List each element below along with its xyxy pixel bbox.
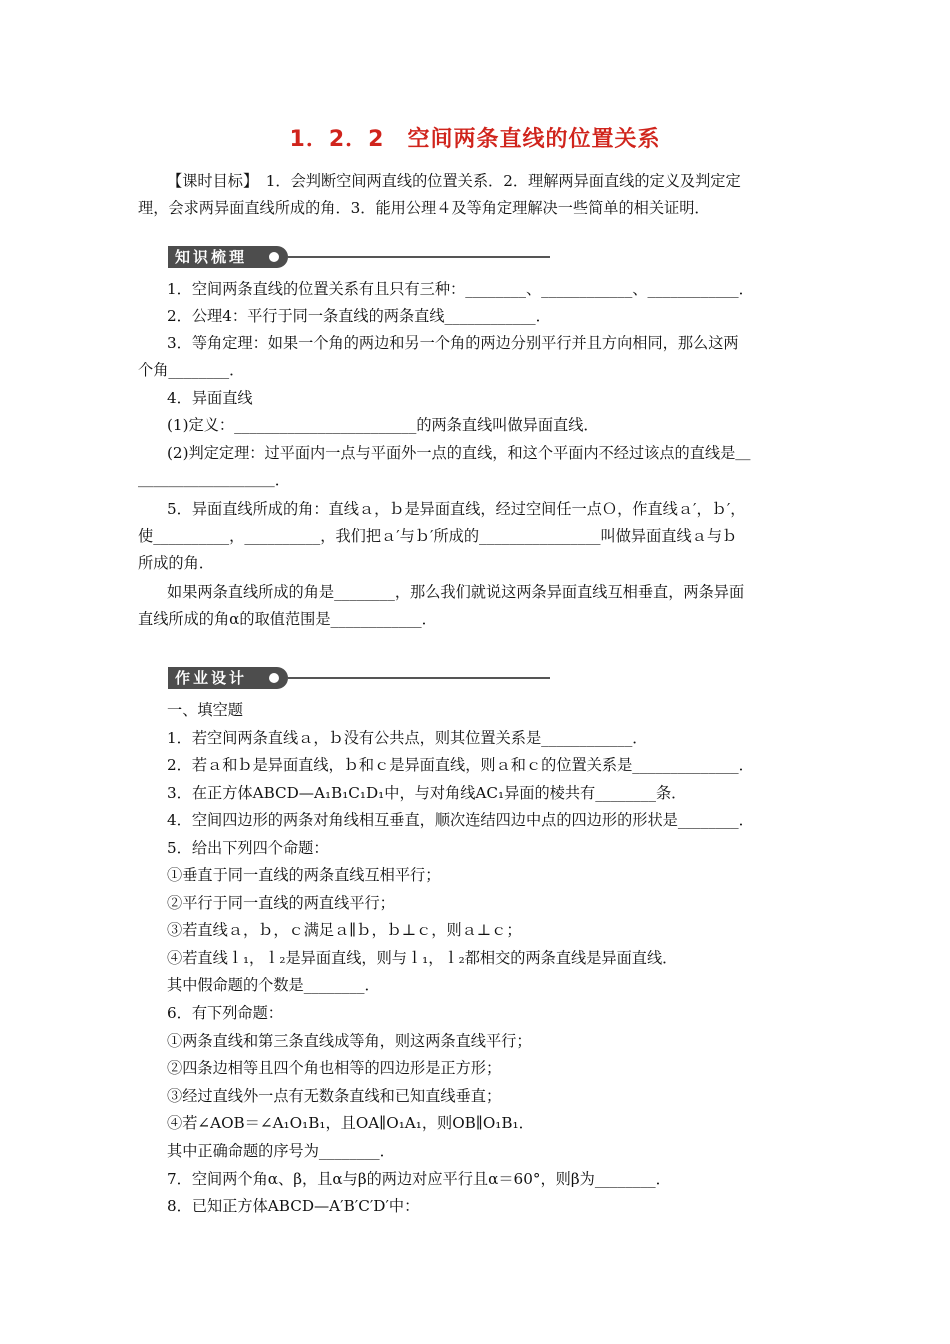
homework-item: ④若∠AOB＝∠A₁O₁B₁，且OA∥O₁A₁，则OB∥O₁B₁．: [167, 1114, 534, 1132]
knowledge-item: 1．空间两条直线的位置关系有且只有三种：________、____________、____________．: [167, 280, 754, 298]
section-heading-label: 知识梳理: [168, 246, 288, 268]
knowledge-item: (2)判定定理：过平面内一点与平面外一点的直线，和这个平面内不经过该点的直线是＿: [167, 444, 751, 462]
bullet-dot-icon: [269, 673, 279, 683]
homework-item: ②四条边相等且四个角也相等的四边形是正方形；: [167, 1059, 502, 1077]
section-divider: [288, 256, 550, 258]
homework-item: 6．有下列命题：: [167, 1004, 283, 1022]
knowledge-item: 3．等角定理：如果一个角的两边和另一个角的两边分别平行并且方向相同，那么这两: [167, 334, 739, 352]
homework-item: 其中假命题的个数是________．: [167, 976, 380, 994]
homework-item: 一、填空题: [167, 701, 243, 719]
homework-item: 2．若ａ和ｂ是异面直线，ｂ和ｃ是异面直线，则ａ和ｃ的位置关系是______________．: [167, 756, 754, 774]
homework-item: ③若直线ａ，ｂ，ｃ满足ａ∥ｂ，ｂ⊥ｃ，则ａ⊥ｃ；: [167, 921, 522, 939]
homework-item: 5．给出下列四个命题：: [167, 839, 329, 857]
homework-item: ③经过直线外一点有无数条直线和已知直线垂直；: [167, 1087, 502, 1105]
homework-item: 其中正确命题的序号为________．: [167, 1142, 395, 1160]
knowledge-item: 如果两条直线所成的角是________，那么我们就说这两条异面直线互相垂直，两条异面: [167, 583, 745, 601]
knowledge-item: ＿＿＿＿＿＿＿＿＿．: [138, 471, 290, 489]
knowledge-item: 直线所成的角α的取值范围是____________．: [138, 610, 437, 628]
objectives-line-2: 理，会求两异面直线所成的角．3．能用公理４及等角定理解决一些简单的相关证明．: [138, 199, 710, 217]
homework-item: ②平行于同一直线的两直线平行；: [167, 894, 395, 912]
homework-item: 8．已知正方体ABCD—A′B′C′D′中：: [167, 1197, 420, 1215]
knowledge-item: 所成的角．: [138, 554, 214, 572]
knowledge-item: 2．公理4：平行于同一条直线的两条直线____________．: [167, 307, 551, 325]
homework-item: ①垂直于同一直线的两条直线互相平行；: [167, 866, 441, 884]
bullet-dot-icon: [269, 252, 279, 262]
homework-item: ①两条直线和第三条直线成等角，则这两条直线平行；: [167, 1032, 532, 1050]
section-divider: [288, 677, 550, 679]
knowledge-item: 个角________．: [138, 361, 245, 379]
knowledge-item: 使__________，__________，我们把ａ′与ｂ′所成的________________叫做异面直线ａ与ｂ: [138, 527, 738, 545]
page-title: 1．2．2 空间两条直线的位置关系: [289, 127, 661, 152]
objectives-line-1: 【课时目标】 1．会判断空间两直线的位置关系．2．理解两异面直线的定义及判定定: [167, 172, 741, 190]
homework-item: 1．若空间两条直线ａ，ｂ没有公共点，则其位置关系是____________．: [167, 729, 648, 747]
homework-item: 3．在正方体ABCD—A₁B₁C₁D₁中，与对角线AC₁异面的棱共有________条．: [167, 784, 687, 802]
knowledge-item: (1)定义：________________________的两条直线叫做异面直线．: [167, 416, 599, 434]
section-heading-label: 作业设计: [168, 667, 288, 689]
homework-item: ④若直线ｌ₁，ｌ₂是异面直线，则与ｌ₁，ｌ₂都相交的两条直线是异面直线．: [167, 949, 678, 967]
homework-item: 7．空间两个角α、β，且α与β的两边对应平行且α＝60°，则β为________．: [167, 1170, 671, 1188]
homework-item: 4．空间四边形的两条对角线相互垂直，顺次连结四边中点的四边形的形状是________．: [167, 811, 754, 829]
knowledge-item: 5．异面直线所成的角：直线ａ，ｂ是异面直线，经过空间任一点Ｏ，作直线ａ′，ｂ′，: [167, 500, 746, 518]
knowledge-item: 4．异面直线: [167, 389, 253, 407]
